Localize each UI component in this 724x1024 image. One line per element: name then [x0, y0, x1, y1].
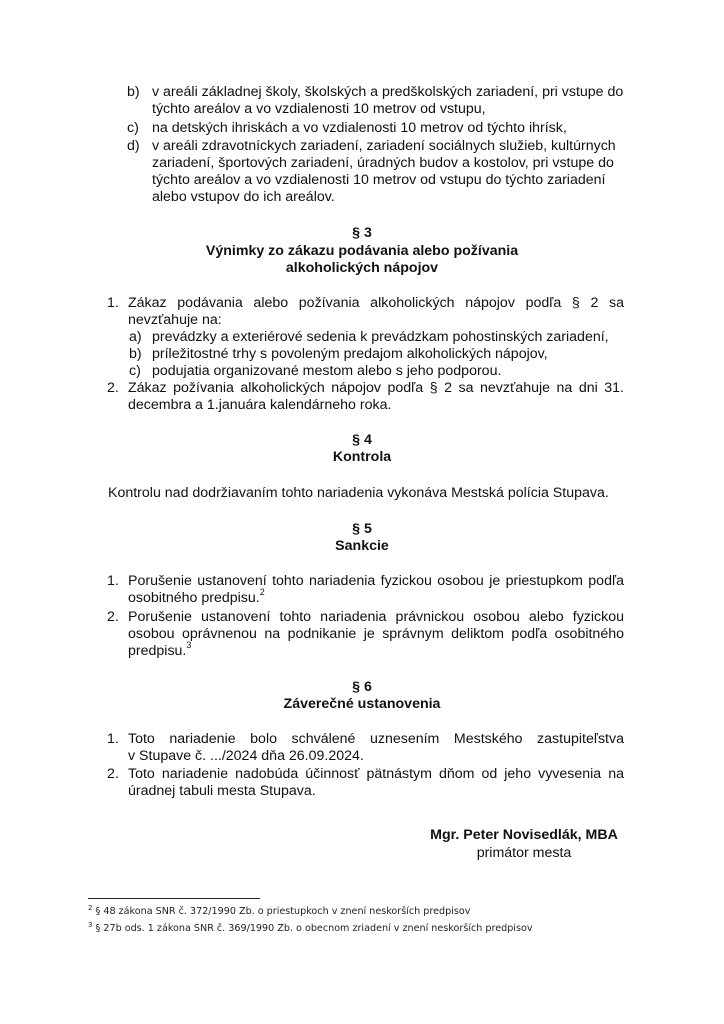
- s6-item-2-line-1: Toto nariadenie nadobúda účinnosť pätnástym dňom od jeho vyvesenia na: [128, 766, 624, 782]
- item-b-line-1: v areáli základnej školy, školských a predškolských zariadení, pri vstupe do: [152, 84, 624, 100]
- s5-item-2-line-3: [128, 640, 192, 660]
- s5-item-2-line-1: Porušenie ustanovení tohto nariadenia právnickou osobou alebo fyzickou: [128, 609, 624, 625]
- signature-name: Mgr. Peter Novisedlák, MBA: [430, 827, 618, 843]
- s5-item-1-line-1: Porušenie ustanovení tohto nariadenia fyzickou osobou je priestupkom podľa: [128, 573, 624, 589]
- list-marker-b: b): [127, 84, 140, 100]
- footnote-ref-3: 3: [186, 640, 192, 651]
- s5-item-1-marker: 1.: [107, 573, 119, 589]
- s3-item-1-line-1: Zákaz podávania alebo požívania alkoholických nápojov podľa § 2 sa: [128, 295, 624, 311]
- footnote-2-number: 2: [88, 903, 93, 912]
- section-5-title: Sankcie: [335, 538, 389, 554]
- section-3-title-line-1: Výnimky zo zákazu podávania alebo požívania: [205, 243, 519, 259]
- list-marker-d: d): [127, 138, 140, 154]
- item-b-line-2: týchto areálov a vo vzdialenosti 10 metrov od vstupu,: [152, 101, 486, 117]
- section-4-title: Kontrola: [332, 449, 392, 465]
- footnote-ref-2: 2: [259, 587, 265, 598]
- footnote-separator: [88, 898, 260, 899]
- section-3-number: § 3: [352, 225, 372, 241]
- s5-item-2-line-3-text: predpisu.: [128, 643, 187, 659]
- s6-item-2-line-2: úradnej tabuli mesta Stupava.: [128, 783, 316, 799]
- s3-sub-a-marker: a): [129, 329, 142, 345]
- footnote-3: [88, 920, 533, 934]
- s3-item-2-marker: 2.: [107, 380, 119, 396]
- s3-item-2-line-2: decembra a 1.januára kalendárneho roka.: [128, 397, 392, 413]
- item-d-line-3: týchto areálov a vo vzdialenosti 10 metrov od vstupu do týchto zariadení: [152, 172, 606, 188]
- s3-sub-a-text: prevádzky a exteriérové sedenia k prevádzkam pohostinských zariadení,: [152, 329, 609, 345]
- footnote-3-text: § 27b ods. 1 zákona SNR č. 369/1990 Zb. o obecnom zriadení v znení neskorších predpisov: [92, 923, 533, 934]
- s3-item-2-line-1: Zákaz požívania alkoholických nápojov podľa § 2 sa nevzťahuje na dni 31.: [128, 380, 624, 396]
- section-4-number: § 4: [352, 432, 372, 448]
- list-marker-c: c): [127, 120, 139, 136]
- section-5-number: § 5: [352, 521, 372, 537]
- footnote-3-number: 3: [88, 920, 93, 929]
- s3-sub-b-text: príležitostné trhy s povoleným predajom alkoholických nápojov,: [152, 346, 548, 362]
- item-c-line-1: na detských ihriskách a vo vzdialenosti 10 metrov od týchto ihrísk,: [152, 120, 567, 136]
- s5-item-1-line-2: [128, 587, 265, 607]
- section-6-title: Záverečné ustanovenia: [283, 696, 441, 712]
- s3-sub-b-marker: b): [129, 346, 142, 362]
- signature-role: primátor mesta: [476, 845, 572, 861]
- item-d-line-1: v areáli zdravotníckych zariadení, zariadení sociálnych služieb, kultúrnych: [152, 138, 616, 154]
- footnote-2: [88, 903, 471, 917]
- s6-item-2-marker: 2.: [107, 766, 119, 782]
- s3-item-1-line-2: nevzťahuje na:: [128, 312, 222, 328]
- s5-item-2-line-2: osobou oprávnenou na podnikanie je správnym deliktom podľa osobitného: [128, 626, 624, 642]
- item-d-line-4: alebo vstupov do ich areálov.: [152, 189, 335, 205]
- section-4-text: Kontrolu nad dodržiavaním tohto nariadenia vykonáva Mestská polícia Stupava.: [108, 485, 609, 501]
- section-3-title-line-2: alkoholických nápojov: [285, 260, 439, 276]
- s5-item-1-line-2-text: osobitného predpisu.: [128, 590, 260, 606]
- s3-sub-c-marker: c): [129, 363, 141, 379]
- section-6-number: § 6: [352, 679, 372, 695]
- s6-item-1-line-2: v Stupave č. .../2024 dňa 26.09.2024.: [128, 748, 364, 764]
- s6-item-1-marker: 1.: [107, 731, 119, 747]
- s3-item-1-marker: 1.: [107, 295, 119, 311]
- s5-item-2-marker: 2.: [107, 609, 119, 625]
- s3-sub-c-text: podujatia organizované mestom alebo s jeho podporou.: [152, 363, 502, 379]
- s6-item-1-line-1: Toto nariadenie bolo schválené uznesením Mestského zastupiteľstva: [128, 731, 624, 747]
- item-d-line-2: zariadení, športových zariadení, úradných budov a kostolov, pri vstupe do: [152, 155, 614, 171]
- footnote-2-text: § 48 zákona SNR č. 372/1990 Zb. o priestupkoch v znení neskorších predpisov: [92, 906, 471, 917]
